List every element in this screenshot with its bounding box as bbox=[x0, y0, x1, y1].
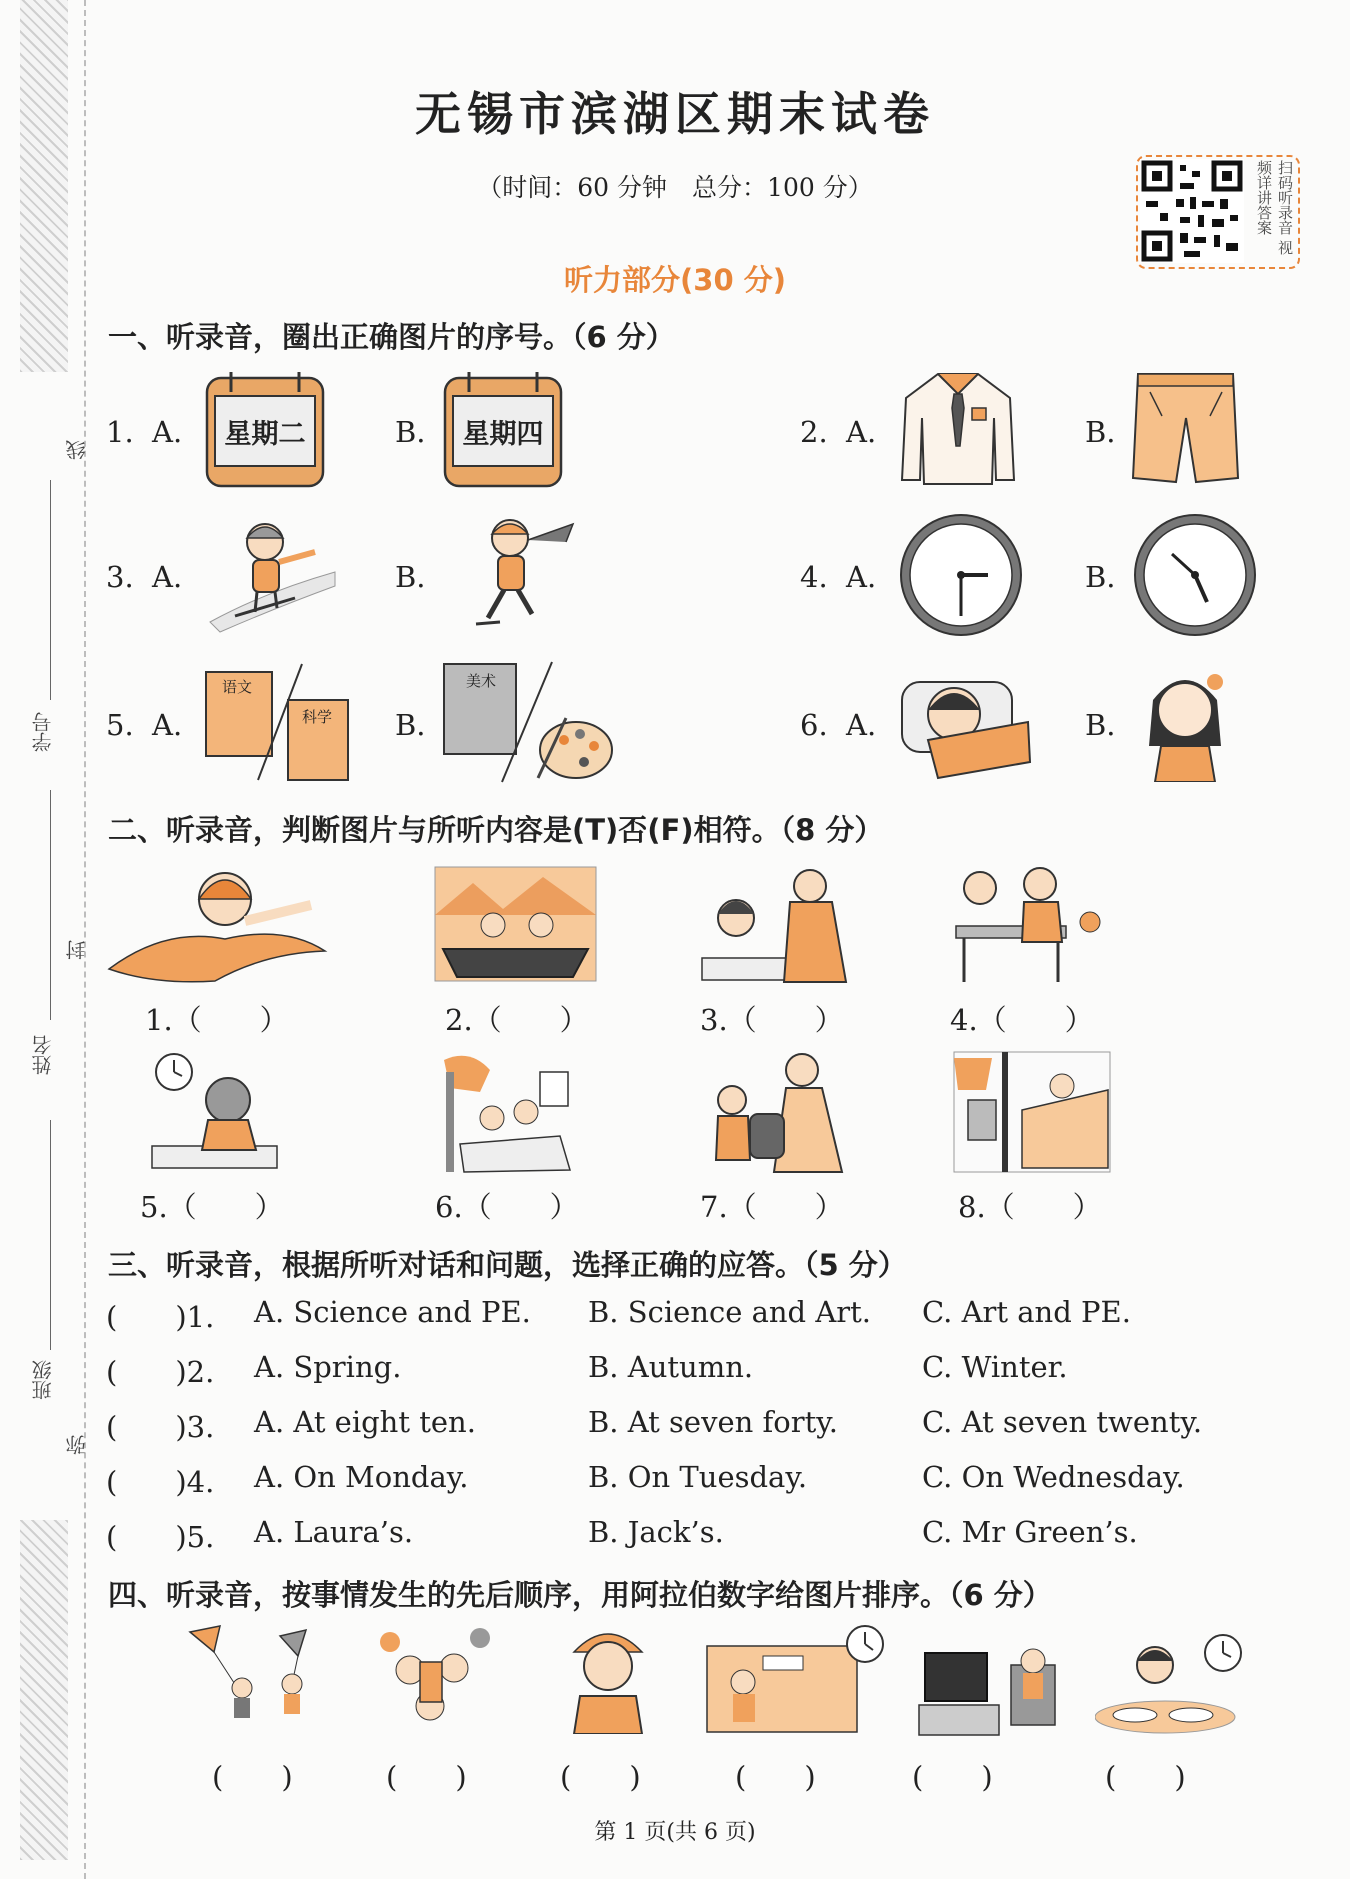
phone-call-in-bed-image[interactable] bbox=[952, 1050, 1112, 1174]
chinese-and-science-books-image[interactable] bbox=[202, 660, 352, 782]
q2-4-answer[interactable]: 4.（ ） bbox=[950, 1003, 1094, 1037]
shirt-and-tie-image[interactable] bbox=[898, 368, 1018, 488]
boy-at-desk-image[interactable] bbox=[950, 862, 1105, 984]
clock-icon bbox=[1132, 512, 1258, 638]
qr-caption: 扫码听录音 视频详讲答案 bbox=[1255, 160, 1294, 255]
q1-2-a-label: A. bbox=[846, 415, 877, 449]
flying-kites-image[interactable] bbox=[180, 1622, 330, 1732]
writing-icon bbox=[700, 862, 850, 984]
clock-icon bbox=[898, 512, 1024, 638]
swimming-image[interactable] bbox=[105, 865, 330, 985]
q1-1-number: 1. bbox=[106, 415, 134, 449]
boating-image[interactable] bbox=[433, 865, 598, 983]
calendar-a-text: 星期二 bbox=[224, 419, 306, 450]
q3-3-answer[interactable]: ( )3. bbox=[106, 1410, 215, 1444]
q1-5-number: 5. bbox=[106, 708, 134, 742]
q4-1-answer[interactable]: ( ) bbox=[212, 1760, 293, 1794]
kite-icon bbox=[180, 1622, 330, 1732]
q1-1-a-label: A. bbox=[152, 415, 183, 449]
q4-6-answer[interactable]: ( ) bbox=[1105, 1760, 1186, 1794]
q4-2-answer[interactable]: ( ) bbox=[386, 1760, 467, 1794]
desk-icon bbox=[950, 862, 1105, 984]
q1-1-b-label: B. bbox=[395, 415, 426, 449]
q1-6-a-label: A. bbox=[846, 708, 877, 742]
tv-icon bbox=[915, 1625, 1060, 1737]
q1-4-number: 4. bbox=[800, 560, 828, 594]
page-title: 无锡市滨湖区期末试卷 bbox=[415, 87, 935, 141]
q2-2-answer[interactable]: 2.（ ） bbox=[445, 1003, 589, 1037]
calendar-b-text: 星期四 bbox=[462, 419, 544, 450]
q3-3-option-c[interactable]: C. At seven twenty. bbox=[922, 1405, 1203, 1439]
section-3-heading: 三、听录音，根据所听对话和问题，选择正确的应答。（5 分） bbox=[108, 1248, 907, 1282]
q1-3-number: 3. bbox=[106, 560, 134, 594]
qr-code-icon bbox=[1140, 159, 1244, 263]
q1-2-b-label: B. bbox=[1085, 415, 1116, 449]
listening-part-title: 听力部分(30 分) bbox=[564, 263, 786, 297]
q2-3-answer[interactable]: 3.（ ） bbox=[700, 1003, 844, 1037]
q3-4-option-b[interactable]: B. On Tuesday. bbox=[588, 1460, 808, 1494]
shorts-icon bbox=[1128, 368, 1243, 490]
cat-icon bbox=[148, 1050, 283, 1172]
picnic-icon bbox=[440, 1052, 575, 1174]
q1-5-a-label: A. bbox=[152, 708, 183, 742]
skiing-boy-image[interactable] bbox=[205, 512, 340, 634]
q2-7-answer[interactable]: 7.（ ） bbox=[700, 1190, 844, 1224]
q2-8-answer[interactable]: 8.（ ） bbox=[958, 1190, 1102, 1224]
swimmer-icon bbox=[105, 865, 330, 985]
skating-icon bbox=[448, 510, 583, 635]
q3-2-option-c[interactable]: C. Winter. bbox=[922, 1350, 1068, 1384]
sleeping-girl-icon bbox=[898, 662, 1033, 780]
q4-5-answer[interactable]: ( ) bbox=[912, 1760, 993, 1794]
boy-icon bbox=[560, 1622, 655, 1734]
q3-5-option-a[interactable]: A. Laura’s. bbox=[254, 1515, 414, 1549]
sick-girl-in-bed-image[interactable] bbox=[898, 662, 1033, 780]
girl-portrait-image[interactable] bbox=[1135, 660, 1235, 782]
book-science-label: 科学 bbox=[302, 708, 333, 726]
section-2-heading: 二、听录音，判断图片与所听内容是(T)否(F)相符。（8 分） bbox=[108, 813, 884, 847]
q3-1-option-a[interactable]: A. Science and PE. bbox=[254, 1295, 531, 1329]
skiing-icon bbox=[205, 512, 340, 634]
q2-6-answer[interactable]: 6.（ ） bbox=[435, 1190, 579, 1224]
q3-5-option-b[interactable]: B. Jack’s. bbox=[588, 1515, 724, 1549]
seal-char-feng: 封 bbox=[65, 940, 89, 960]
q3-1-option-c[interactable]: C. Art and PE. bbox=[922, 1295, 1131, 1329]
q1-6-b-label: B. bbox=[1085, 708, 1116, 742]
q3-1-option-b[interactable]: B. Science and Art. bbox=[588, 1295, 872, 1329]
q1-3-a-label: A. bbox=[152, 560, 183, 594]
boy-going-to-school-image[interactable] bbox=[703, 1622, 888, 1734]
q1-4-b-label: B. bbox=[1085, 560, 1116, 594]
q3-4-option-c[interactable]: C. On Wednesday. bbox=[922, 1460, 1185, 1494]
section-4-heading: 四、听录音，按事情发生的先后顺序，用阿拉伯数字给图片排序。（6 分） bbox=[108, 1578, 1052, 1612]
picnic-image[interactable] bbox=[440, 1052, 575, 1174]
label-student-id: 学号 bbox=[31, 712, 55, 752]
cat-doing-homework-image[interactable] bbox=[148, 1050, 283, 1172]
art-book-and-palette-image[interactable] bbox=[440, 658, 615, 784]
q3-3-option-a[interactable]: A. At eight ten. bbox=[254, 1405, 476, 1439]
q3-2-option-b[interactable]: B. Autumn. bbox=[588, 1350, 754, 1384]
q3-2-option-a[interactable]: A. Spring. bbox=[254, 1350, 402, 1384]
school-icon bbox=[703, 1622, 888, 1734]
q2-1-answer[interactable]: 1.（ ） bbox=[145, 1003, 289, 1037]
q3-5-answer[interactable]: ( )5. bbox=[106, 1520, 215, 1554]
q1-3-b-label: B. bbox=[395, 560, 426, 594]
seal-char-xian: 线 bbox=[65, 440, 89, 460]
dinner-image[interactable] bbox=[1095, 1625, 1245, 1737]
dinner-icon bbox=[1095, 1625, 1245, 1737]
calendar-tuesday-image[interactable] bbox=[205, 370, 325, 488]
student-id-blank[interactable] bbox=[50, 480, 51, 700]
class-blank[interactable] bbox=[50, 1120, 51, 1350]
boy-and-mother-with-bag-image[interactable] bbox=[702, 1050, 847, 1174]
clock-b-image[interactable] bbox=[1132, 512, 1258, 638]
seal-char-mi: 弥 bbox=[65, 1435, 89, 1455]
shirt-icon bbox=[898, 368, 1018, 488]
phone-icon bbox=[952, 1050, 1112, 1174]
q3-4-option-a[interactable]: A. On Monday. bbox=[254, 1460, 469, 1494]
q4-4-answer[interactable]: ( ) bbox=[735, 1760, 816, 1794]
girl-icon bbox=[1135, 660, 1235, 782]
party-icon bbox=[370, 1622, 500, 1734]
q3-1-answer[interactable]: ( )1. bbox=[106, 1300, 215, 1334]
clock-a-image[interactable] bbox=[898, 512, 1024, 638]
book-chinese-label: 语文 bbox=[222, 678, 253, 696]
q3-3-option-b[interactable]: B. At seven forty. bbox=[588, 1405, 838, 1439]
calendar-thursday-image[interactable] bbox=[443, 370, 563, 488]
shorts-image[interactable] bbox=[1128, 368, 1243, 490]
exam-info: （时间：60 分钟 总分：100 分） bbox=[477, 173, 873, 202]
watching-tv-image[interactable] bbox=[915, 1625, 1060, 1737]
page-footer: 第 1 页(共 6 页) bbox=[594, 1820, 756, 1845]
section-1-heading: 一、听录音，圈出正确图片的序号。（6 分） bbox=[108, 320, 675, 354]
q4-3-answer[interactable]: ( ) bbox=[560, 1760, 641, 1794]
q1-5-b-label: B. bbox=[395, 708, 426, 742]
label-name: 姓名 bbox=[31, 1035, 55, 1075]
q1-2-number: 2. bbox=[800, 415, 828, 449]
q1-6-number: 6. bbox=[800, 708, 828, 742]
bag-icon bbox=[702, 1050, 847, 1174]
margin-hatch-bottom bbox=[20, 1520, 68, 1860]
book-art-label: 美术 bbox=[466, 672, 497, 690]
q3-5-option-c[interactable]: C. Mr Green’s. bbox=[922, 1515, 1138, 1549]
boat-icon bbox=[433, 865, 598, 983]
q2-5-answer[interactable]: 5.（ ） bbox=[140, 1190, 284, 1224]
skating-boy-image[interactable] bbox=[448, 510, 583, 635]
label-class: 班级 bbox=[31, 1360, 55, 1400]
name-blank[interactable] bbox=[50, 790, 51, 1020]
q3-4-answer[interactable]: ( )4. bbox=[106, 1465, 215, 1499]
q3-2-answer[interactable]: ( )2. bbox=[106, 1355, 215, 1389]
boy-eating-image[interactable] bbox=[560, 1622, 655, 1734]
party-image[interactable] bbox=[370, 1622, 500, 1734]
mother-and-child-writing-image[interactable] bbox=[700, 862, 850, 984]
q1-4-a-label: A. bbox=[846, 560, 877, 594]
